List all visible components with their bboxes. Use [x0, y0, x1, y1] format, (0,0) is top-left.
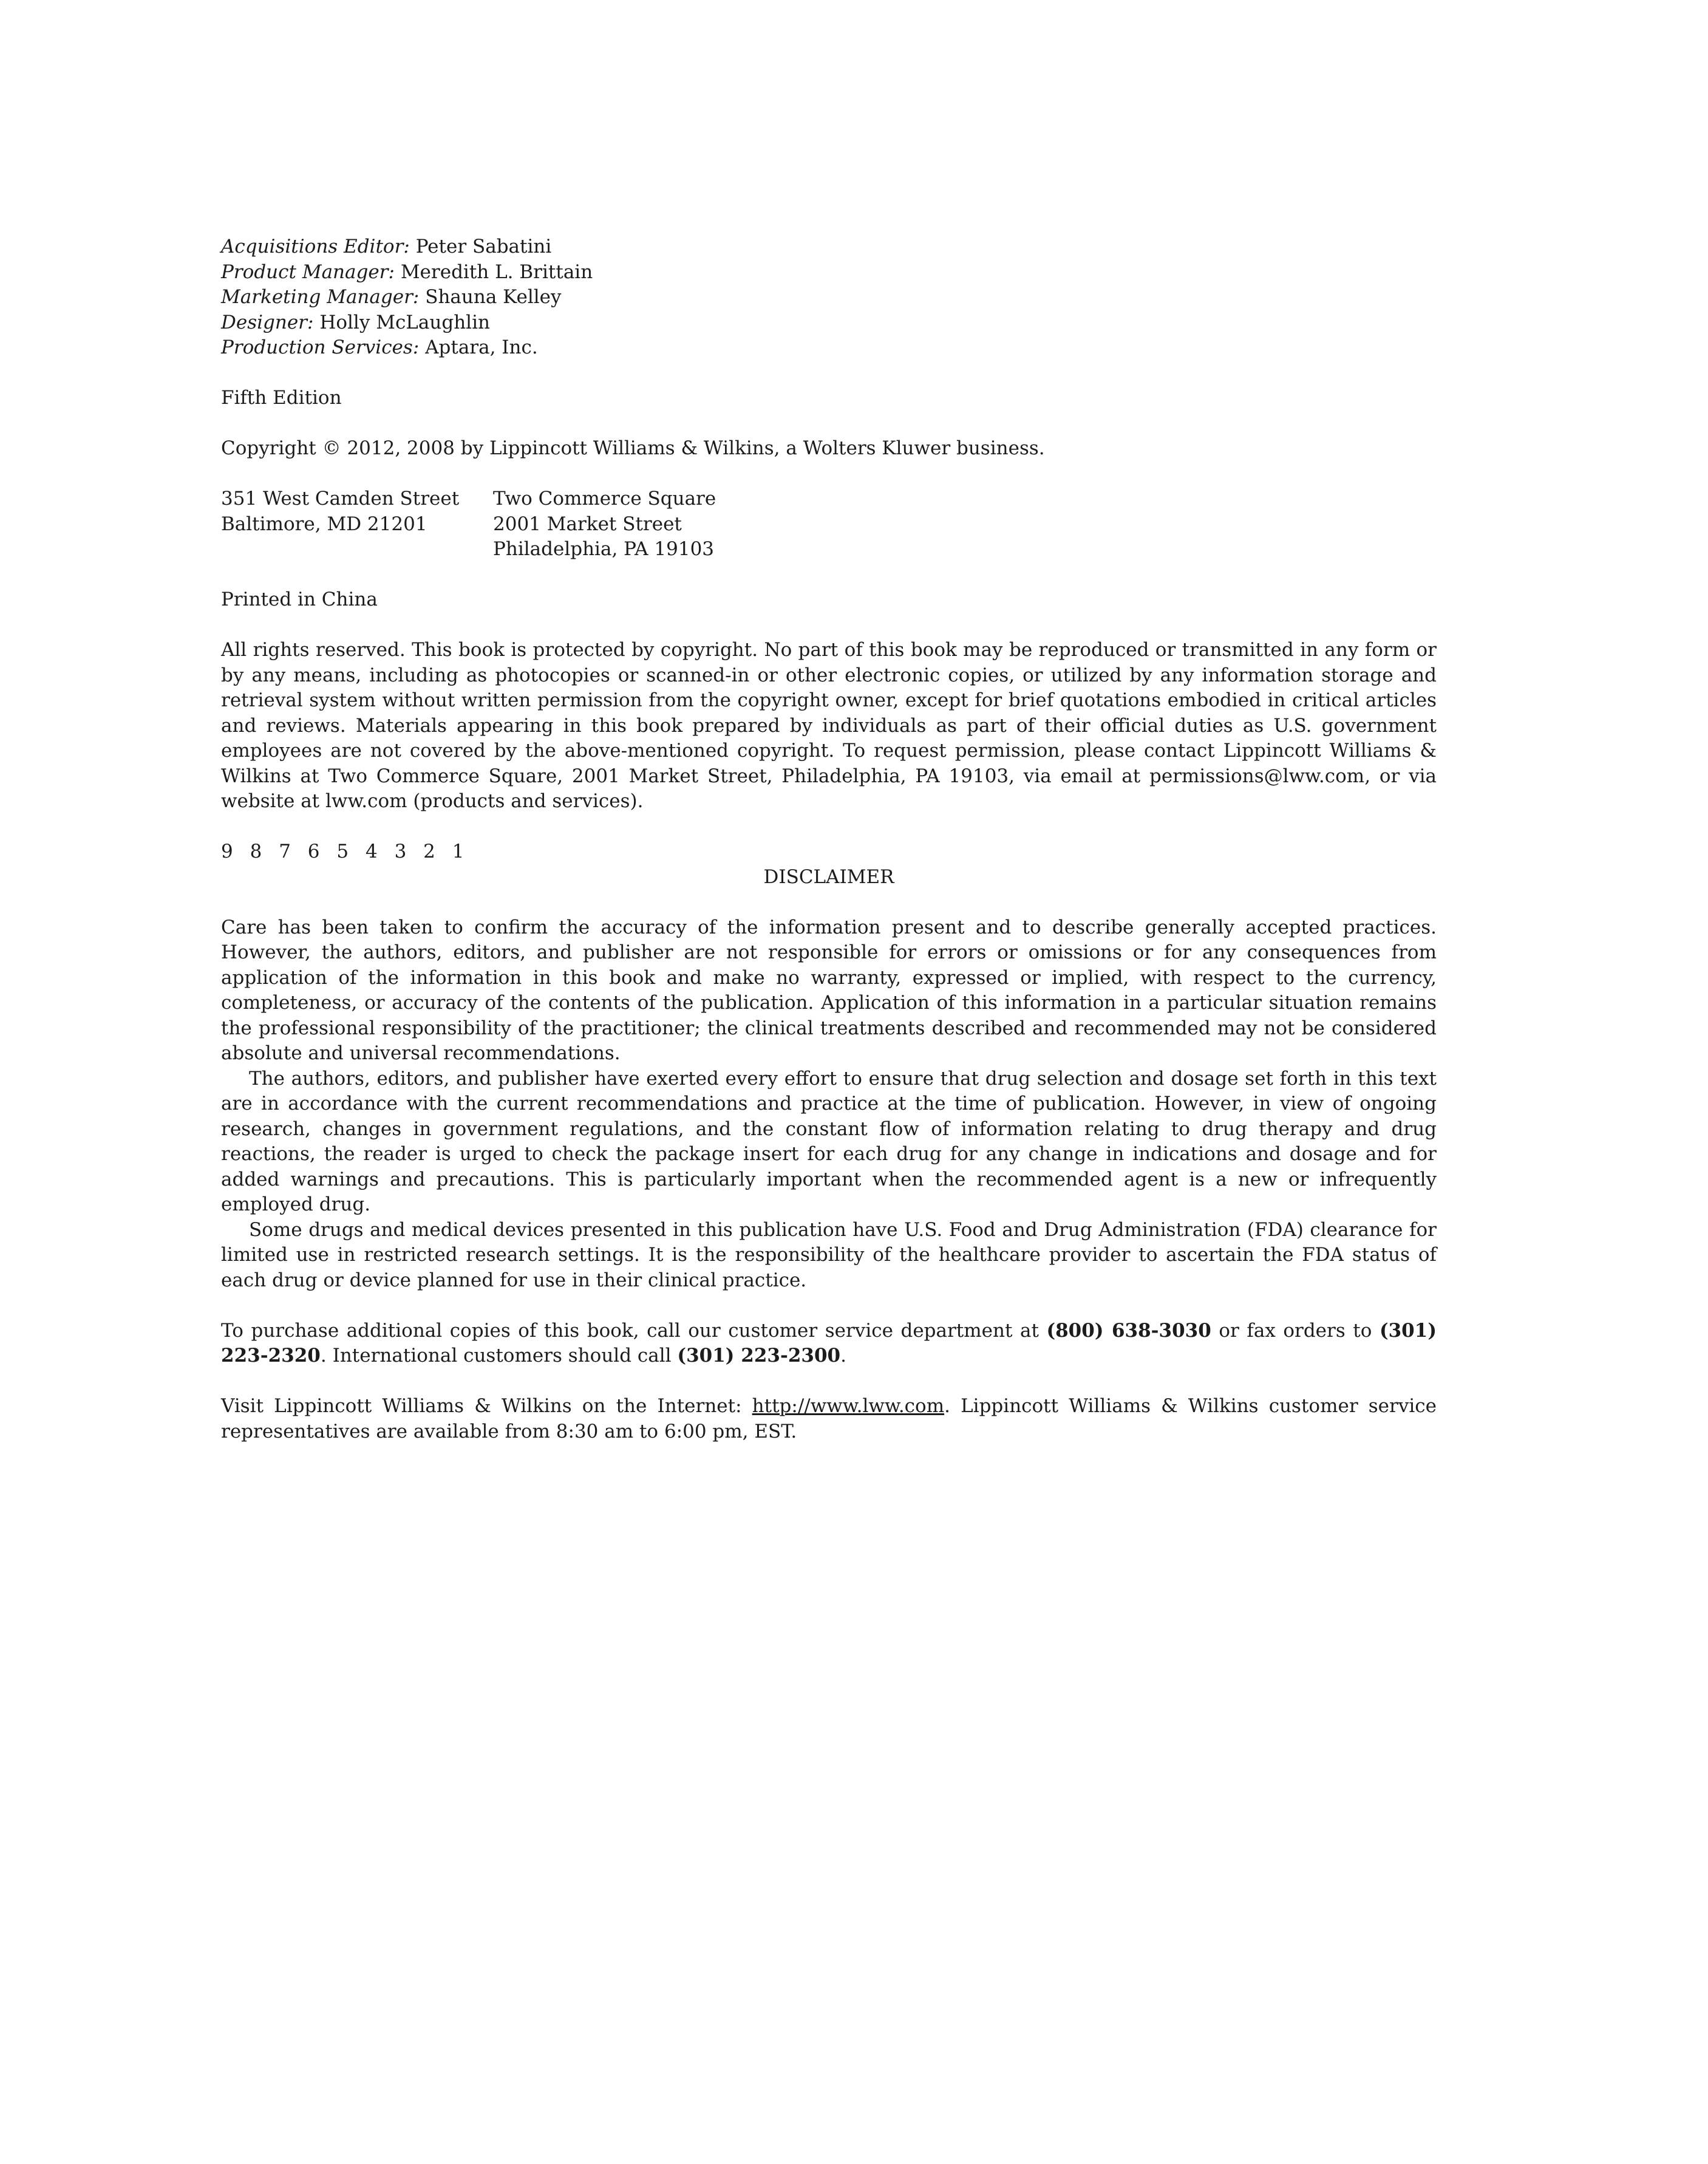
website-link[interactable]: http://www.lww.com: [752, 1395, 945, 1417]
purchase-text: .: [840, 1345, 846, 1367]
credit-role: Designer:: [221, 311, 314, 333]
copyright-line: Copyright © 2012, 2008 by Lippincott Williams & Wilkins, a Wolters Kluwer business.: [221, 437, 1045, 459]
credits-list: [221, 234, 1437, 361]
credit-line: [221, 234, 1437, 260]
credit-line: [221, 310, 1437, 336]
international-phone: (301) 223-2300: [677, 1345, 841, 1367]
visit-text: Visit Lippincott Williams & Wilkins on the Internet:: [221, 1395, 752, 1417]
disclaimer-paragraph: Care has been taken to confirm the accuracy of the information present and to describe generally accepted practices. However, the authors, editors, and publisher are not responsible for errors or omissions or for any consequences from application of the information in this book and make no warranty, expressed or implied, with respect to the currency, completeness, or accuracy of the contents of the publication. Application of this information in a particular situation remains the professional responsibility of the practitioner; the clinical treatments described and recommended may not be considered absolute and universal recommendations.: [221, 916, 1437, 1064]
disclaimer-paragraph: The authors, editors, and publisher have exerted every effort to ensure that drug selection and dosage set forth in this text are in accordance with the current recommendations and practice at the time of publication. However, in view of ongoing research, changes in government regulations, and the constant flow of information relating to drug therapy and drug reactions, the reader is urged to check the package insert for each drug for any change in indications and dosage and for added warnings and precautions. This is particularly important when the recommended agent is a new or infrequently employed drug.: [221, 1067, 1437, 1215]
printing-number: 1: [452, 841, 464, 862]
purchase-paragraph: [221, 1319, 1437, 1369]
address-line: Baltimore, MD 21201: [221, 513, 427, 535]
address-line: 2001 Market Street: [493, 513, 682, 535]
edition: Fifth Edition: [221, 387, 342, 409]
fax-number: (301) 223-2320: [221, 1319, 1437, 1367]
printed-in: Printed in China: [221, 589, 378, 610]
rights-paragraph: All rights reserved. This book is protected by copyright. No part of this book may be reproduced or transmitted in any form or by any means, including as photocopies or scanned-in or other electronic copies, or utilized by any information storage and retrieval system without written permission from the copyright owner, except for brief quotations embodied in critical articles and reviews. Materials appearing in this book prepared by individuals as part of their official duties as U.S. government employees are not covered by the above-mentioned copyright. To request permission, please contact Lippincott Williams & Wilkins at Two Commerce Square, 2001 Market Street, Philadelphia, PA 19103, via email at permissions@lww.com, or via website at lww.com (products and services).: [221, 639, 1437, 812]
address-line: Philadelphia, PA 19103: [493, 538, 715, 560]
copyright-page: [221, 234, 1437, 1444]
credit-name: Aptara, Inc.: [425, 336, 538, 358]
disclaimer-paragraph: Some drugs and medical devices presented in this publication have U.S. Food and Drug Administration (FDA) clearance for limited use in restricted research settings. It is the responsibility of the healthcare provider to ascertain the FDA status of each drug or device planned for use in their clinical practice.: [221, 1218, 1437, 1291]
credit-name: Shauna Kelley: [425, 286, 562, 308]
credit-name: Holly McLaughlin: [319, 311, 490, 333]
printing-number: 8: [250, 841, 262, 862]
customer-service-phone: (800) 638-3030: [1046, 1319, 1211, 1342]
disclaimer-heading: DISCLAIMER: [763, 865, 894, 888]
credit-name: Peter Sabatini: [415, 236, 552, 258]
printing-number: 5: [336, 841, 349, 862]
credit-role: Acquisitions Editor:: [221, 236, 410, 258]
printing-number: 3: [394, 841, 407, 862]
printing-number: 9: [221, 841, 233, 862]
printing-number: 6: [307, 841, 320, 862]
printing-number: 2: [423, 841, 435, 862]
visit-text: . Lippincott Williams & Wilkins customer service representatives are available from 8:30 am to 6:00 pm, EST.: [221, 1395, 1437, 1442]
purchase-text: To purchase additional copies of this book, call our customer service department at: [221, 1319, 1047, 1342]
purchase-text: or fax orders to: [1211, 1319, 1380, 1342]
credit-role: Marketing Manager:: [221, 286, 420, 308]
credit-role: Production Services:: [221, 336, 420, 358]
credit-line: [221, 260, 1437, 285]
credit-line: [221, 335, 1437, 361]
credit-name: Meredith L. Brittain: [400, 261, 593, 283]
credit-line: [221, 285, 1437, 310]
address-line: Two Commerce Square: [493, 488, 716, 510]
printing-number: 7: [279, 841, 291, 862]
address-line: 351 West Camden Street: [221, 488, 460, 510]
address-left: [221, 486, 493, 562]
credit-role: Product Manager:: [221, 261, 395, 283]
address-right: [493, 486, 1437, 562]
purchase-text: . International customers should call: [320, 1345, 678, 1367]
printing-number: 4: [365, 841, 378, 862]
publisher-addresses: [221, 486, 1437, 562]
visit-paragraph: [221, 1394, 1437, 1444]
printing-numbers: [221, 839, 1437, 865]
